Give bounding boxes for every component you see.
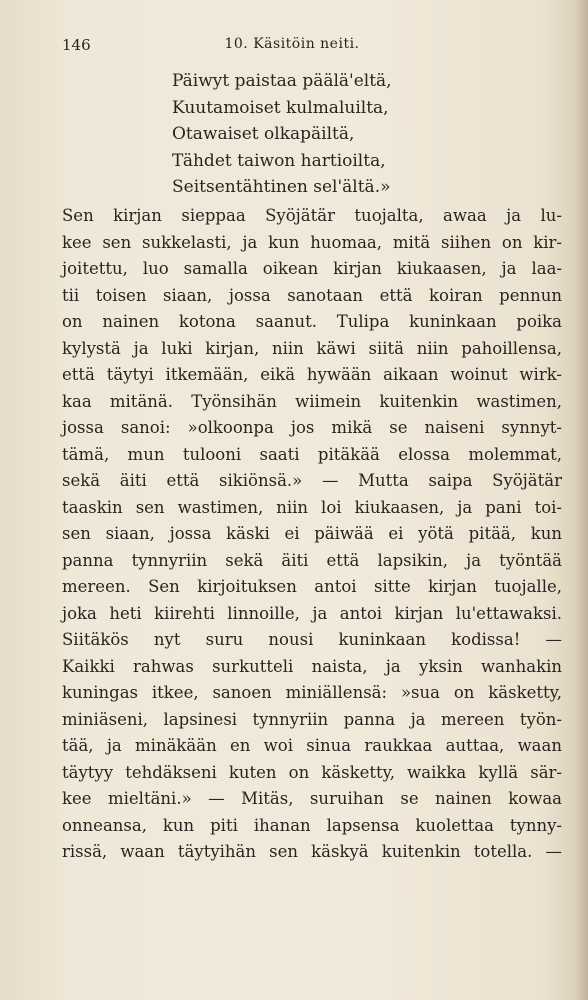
text-line: tii toisen siaan, jossa sanotaan että koiran pennun: [62, 285, 562, 305]
verse-line: Tähdet taiwon hartioilta,: [172, 150, 386, 171]
body-text: [62, 203, 562, 866]
page-header: [62, 36, 522, 60]
verse-line: Kuutamoiset kulmaluilta,: [172, 97, 389, 118]
verse-line: Seitsentähtinen sel'ältä.»: [172, 177, 391, 198]
verse-block: [172, 68, 392, 201]
text-line: miniäseni, lapsinesi tynnyriin panna ja mereen työn-: [62, 709, 562, 729]
page-number: 146: [62, 36, 91, 54]
text-line: joka heti kiirehti linnoille, ja antoi kirjan lu'ettawaksi.: [62, 603, 562, 623]
text-line: kee sen sukkelasti, ja kun huomaa, mitä siihen on kir-: [62, 232, 562, 252]
text-line: joitettu, luo samalla oikean kirjan kiukaasen, ja laa-: [62, 259, 562, 278]
text-line: onneansa, kun piti ihanan lapsensa kuolettaa tynny-: [62, 815, 562, 835]
text-line: kaa mitänä. Työnsihän wiimein kuitenkin wastimen,: [62, 391, 562, 411]
text-line: rissä, waan täytyihän sen käskyä kuitenkin totella. —: [62, 842, 562, 861]
text-line: sekä äiti että sikiönsä.» — Mutta saipa Syöjätär: [62, 471, 562, 490]
text-line: kuningas itkee, sanoen miniällensä: »sua on käsketty,: [62, 683, 562, 702]
text-line: jossa sanoi: »olkoonpa jos mikä se naiseni synnyt-: [62, 418, 562, 437]
text-line: tämä, mun tulooni saati pitäkää elossa molemmat,: [62, 444, 562, 464]
text-line: Siitäkös nyt suru nousi kuninkaan kodissa! —: [62, 630, 562, 649]
text-line: sen siaan, jossa käski ei päiwää ei yötä pitää, kun: [62, 524, 562, 543]
text-line: mereen. Sen kirjoituksen antoi sitte kirjan tuojalle,: [62, 577, 562, 596]
text-line: panna tynnyriin sekä äiti että lapsikin, ja työntää: [62, 550, 562, 570]
text-line: että täytyi itkemään, eikä hywään aikaan woinut wirk-: [62, 365, 562, 384]
running-title: 10. Käsitöin neiti.: [224, 36, 360, 52]
page-edge-shadow: [574, 0, 588, 1000]
text-line: on nainen kotona saanut. Tulipa kuninkaan poika: [62, 312, 562, 331]
text-line: täytyy tehdäkseni kuten on käsketty, waikka kyllä sär-: [62, 762, 562, 782]
text-line: kee mieltäni.» — Mitäs, suruihan se nainen kowaa: [62, 789, 562, 808]
text-line: tää, ja minäkään en woi sinua raukkaa auttaa, waan: [62, 736, 562, 755]
text-line: Kaikki rahwas surkutteli naista, ja yksin wanhakin: [62, 656, 562, 676]
verse-line: Päiwyt paistaa päälä'eltä,: [172, 71, 392, 91]
text-line: taaskin sen wastimen, niin loi kiukaasen, ja pani toi-: [62, 497, 562, 517]
text-line: Sen kirjan sieppaa Syöjätär tuojalta, awaa ja lu-: [62, 206, 562, 225]
text-line: kylystä ja luki kirjan, niin käwi siitä niin pahoillensa,: [62, 338, 562, 358]
verse-line: Otawaiset olkapäiltä,: [172, 124, 355, 145]
